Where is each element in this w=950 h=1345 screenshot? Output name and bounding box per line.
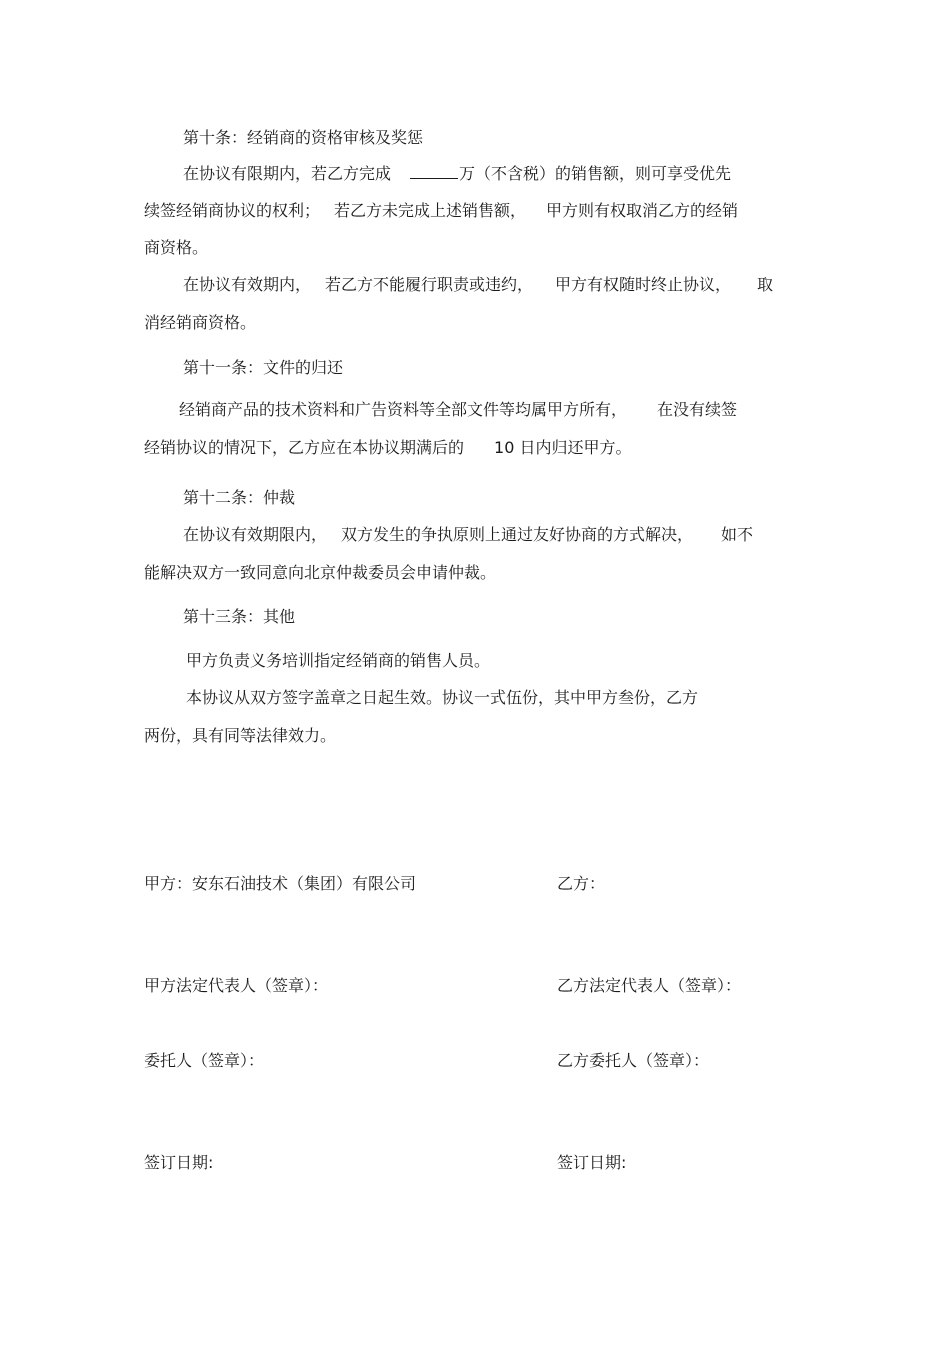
article-13-para1: 甲方负责义务培训指定经销商的销售人员。 [186,651,491,670]
article-13-heading: 第十三条：其他 [183,607,296,626]
article-10-text: 若乙方未完成上述销售额， [334,201,527,220]
article-10-text: 若乙方不能履行职责或违约， [325,275,534,294]
article-13-para2-line2: 两份，具有同等法律效力。 [144,726,337,745]
party-b-sign-date: 签订日期: [557,1153,627,1172]
article-12-heading: 第十二条：仲裁 [183,488,296,507]
article-10-text: 取 [757,275,774,294]
article-12-text: 双方发生的争执原则上通过友好协商的方式解决， [341,525,694,544]
article-11-text: 经销商产品的技术资料和广告资料等全部文件等均属甲方所有， [179,400,628,419]
article-12-line2: 能解决双方一致同意向北京仲裁委员会申请仲裁。 [144,563,497,582]
article-10-text: 续签经销商协议的权利； [144,201,321,220]
article-10-text: 在协议有限期内，若乙方完成 [183,164,392,183]
article-13-para2-line1: 本协议从双方签字盖章之日起生效。协议一式伍份，其中甲方叁份，乙方 [186,688,699,707]
party-b-agent: 乙方委托人（签章）： [557,1051,710,1070]
article-10-text: 在协议有效期内， [183,275,312,294]
article-10-para1-line1 [183,163,731,184]
party-a-legal-rep: 甲方法定代表人（签章）： [144,976,329,995]
article-11-text: 在没有续签 [657,400,738,419]
article-10-para2-line2: 消经销商资格。 [144,313,257,332]
party-a-label: 甲方：安东石油技术（集团）有限公司 [144,874,417,893]
article-11-heading: 第十一条：文件的归还 [183,358,344,377]
article-11-line1 [179,400,737,420]
article-10-text: 甲方则有权取消乙方的经销 [546,201,739,220]
party-a-sign-date: 签订日期: [144,1153,214,1172]
party-a-agent: 委托人（签章）： [144,1051,265,1070]
article-12-text: 如不 [721,525,754,544]
article-11-text: 10 日内归还甲方。 [494,438,632,457]
sales-amount-blank [410,163,458,179]
article-11-text: 经销协议的情况下，乙方应在本协议期满后的 [144,438,465,457]
article-10-para2-line1 [183,275,773,295]
party-b-legal-rep: 乙方法定代表人（签章）： [557,976,742,995]
article-12-text: 在协议有效期限内， [183,525,328,544]
article-10-para1-line2 [144,201,738,221]
party-b-label: 乙方： [557,874,606,893]
article-11-line2 [144,438,631,458]
article-10-text: 万（不含税）的销售额，则可享受优先 [459,164,732,183]
article-12-line1 [183,525,753,545]
article-10-para1-line3: 商资格。 [144,238,209,257]
article-10-heading: 第十条：经销商的资格审核及奖惩 [183,128,424,147]
article-10-text: 甲方有权随时终止协议， [555,275,732,294]
